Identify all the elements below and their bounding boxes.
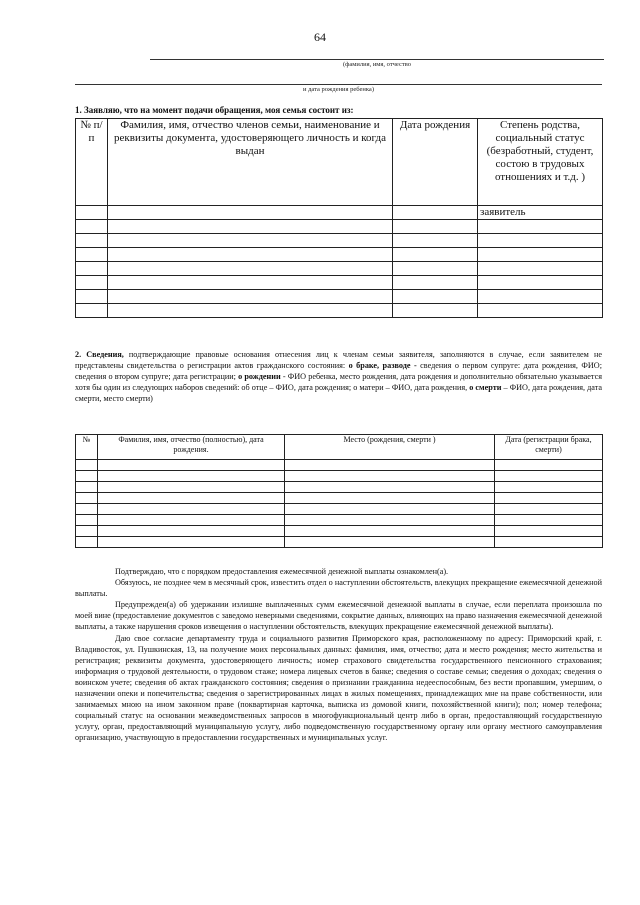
table-cell[interactable] <box>76 460 98 471</box>
table-cell[interactable] <box>393 234 478 248</box>
section2-text-part: - ФИО ребенка, место рождения, дата рождения и дополнительно обязательно указывается хотя бы один из следующих наборов сведений: об отце – ФИО, дата рождения; о матери – ФИО, дата рождения, <box>75 372 602 393</box>
table-cell[interactable] <box>285 460 495 471</box>
table-row <box>76 290 603 304</box>
table-row <box>76 304 603 318</box>
table-cell[interactable] <box>478 276 603 290</box>
section2-marriage-label: о браке, разводе - <box>348 361 417 371</box>
table-cell[interactable] <box>393 220 478 234</box>
section1-title: 1. Заявляю, что на момент подачи обращения, моя семья состоит из: <box>75 105 354 115</box>
table-row <box>76 471 603 482</box>
table-cell[interactable] <box>98 537 285 548</box>
table-cell[interactable] <box>393 276 478 290</box>
column-header-birth-date: Дата рождения <box>393 119 478 206</box>
column-header-fio-birthdate: Фамилия, имя, отчество (полностью), дата рождения. <box>98 435 285 460</box>
table-cell[interactable] <box>495 537 603 548</box>
table-cell[interactable] <box>76 290 108 304</box>
table-cell[interactable] <box>478 248 603 262</box>
column-header-number: № <box>76 435 98 460</box>
column-header-number: № п/п <box>76 119 108 206</box>
table-cell[interactable] <box>285 526 495 537</box>
declarations <box>75 566 602 744</box>
table-cell[interactable] <box>108 206 393 220</box>
table-cell[interactable] <box>98 493 285 504</box>
table-cell[interactable] <box>285 504 495 515</box>
table-row <box>76 537 603 548</box>
table-header-row <box>76 435 603 460</box>
applicant-status-cell[interactable]: заявитель <box>478 206 603 220</box>
table-cell[interactable] <box>108 304 393 318</box>
birthdate-fill-line[interactable] <box>75 84 602 85</box>
table-cell[interactable] <box>108 220 393 234</box>
table-cell[interactable] <box>108 248 393 262</box>
table-cell[interactable] <box>108 262 393 276</box>
section2-text-part: подтверждающие правовые основания отнесения лиц к членам семьи заявителя, заполняются в случае, если заявителем не представлены свидетельства о регистрации актов гражданского состояния: <box>75 350 602 371</box>
table-cell[interactable] <box>108 234 393 248</box>
table-cell[interactable] <box>393 304 478 318</box>
table-cell[interactable] <box>76 234 108 248</box>
table-row <box>76 526 603 537</box>
section2-death-label: о смерти <box>469 383 502 393</box>
family-members-table <box>75 118 603 318</box>
table-cell[interactable] <box>76 537 98 548</box>
table-cell[interactable] <box>285 471 495 482</box>
section2-birth-label: о рождении <box>238 372 281 382</box>
table-cell[interactable] <box>495 493 603 504</box>
table-cell[interactable] <box>478 234 603 248</box>
table-cell[interactable] <box>478 290 603 304</box>
table-row <box>76 493 603 504</box>
table-row <box>76 460 603 471</box>
section2-text-part: – ФИО, дата рождения, дата смерти, место смерти) <box>75 383 603 404</box>
table-cell[interactable] <box>285 493 495 504</box>
table-cell[interactable] <box>478 220 603 234</box>
table-cell[interactable] <box>76 504 98 515</box>
table-cell[interactable] <box>76 493 98 504</box>
table-cell[interactable] <box>495 515 603 526</box>
table-row <box>76 262 603 276</box>
table-cell[interactable] <box>76 471 98 482</box>
section2-text <box>75 349 602 404</box>
column-header-relation-status: Степень родства, социальный статус (безработный, студент, состою в трудовых отношениях и т.д. ) <box>478 119 603 206</box>
table-cell[interactable] <box>285 515 495 526</box>
table-cell[interactable] <box>76 304 108 318</box>
fio-fill-line[interactable] <box>150 59 604 60</box>
table-cell[interactable] <box>98 471 285 482</box>
table-row <box>76 482 603 493</box>
table-cell[interactable] <box>495 471 603 482</box>
declaration-acquainted: Подтверждаю, что с порядком предоставления ежемесячной денежной выплаты ознакомлен(а). <box>115 567 449 576</box>
table-cell[interactable] <box>76 248 108 262</box>
column-header-registration-date: Дата (регистрации брака, смерти) <box>495 435 603 460</box>
table-cell[interactable] <box>98 504 285 515</box>
birthdate-caption: и дата рождения ребенка) <box>303 86 374 93</box>
declaration-warning: Предупрежден(а) об удержании излишне выплаченных сумм ежемесячной денежной выплаты в случае, если переплата произошла по моей вине (предоставление документов с заведомо неверными сведениями, сокрытие данных, влияющих на право назначения ежемесячной денежной выплаты, а также нарушения сроков извещения о наступлении обстоятельств, влекущих прекращение ежемесячной денежной выплаты). <box>75 600 602 632</box>
table-cell[interactable] <box>495 460 603 471</box>
table-row <box>76 234 603 248</box>
table-header-row <box>76 119 603 206</box>
declaration-consent: Даю свое согласие департаменту труда и социального развития Приморского края, расположенному по адресу: Приморский край, г. Владивосток, ул. Пушкинская, 13, на получение моих персональных данных: фамилия, имя, отчество; дата и место рождения; место жительства и регистрация; реквизиты документа, удостоверяющего личность; номер страхового свидетельства государственного пенсионного страхования; информация о трудовой деятельности, о трудовом стаже; номера лицевых счетов в банке; сведения о составе семьи; сведения о доходах; сведения о воинском учете; сведения об актах гражданского состояния; сведения о признании гражданина недееспособным, без вести пропавшим, умершим, о назначении опеки и попечительства; сведения о зарегистрированных лицах в жилых помещениях, принадлежащих мне на праве собственности, или занимаемых мною на ином законном праве (поквартирная карточка, выписка из домовой книги, похозяйственной книги); пол; номер телефона; социальный статус на основании межведомственных запросов в многофункциональный центр либо в орган, предоставляющий государственную услугу, орган, предоставляющий муниципальную услугу, либо подведомственную государственному органу или органу местного самоуправления организацию, участвующую в предоставлении государственных и муниципальных услуг. <box>75 633 602 743</box>
table-cell[interactable] <box>98 460 285 471</box>
table-cell[interactable] <box>76 276 108 290</box>
table-cell[interactable] <box>393 206 478 220</box>
table-cell[interactable] <box>478 262 603 276</box>
declaration-obligation: Обязуюсь, не позднее чем в месячный срок, известить отдел о наступлении обстоятельств, влекущих прекращение ежемесячной денежной выплаты. <box>75 578 602 599</box>
table-cell[interactable] <box>495 504 603 515</box>
column-header-place: Место (рождения, смерти ) <box>285 435 495 460</box>
table-row <box>76 248 603 262</box>
table-cell[interactable] <box>76 526 98 537</box>
table-row <box>76 515 603 526</box>
table-cell[interactable] <box>98 482 285 493</box>
table-cell[interactable] <box>98 515 285 526</box>
table-cell[interactable] <box>98 526 285 537</box>
table-cell[interactable] <box>285 537 495 548</box>
table-cell[interactable] <box>76 220 108 234</box>
page-number: 64 <box>314 30 326 44</box>
table-cell[interactable] <box>285 482 495 493</box>
table-row <box>76 220 603 234</box>
table-row <box>76 276 603 290</box>
table-cell[interactable] <box>76 482 98 493</box>
table-cell[interactable] <box>76 262 108 276</box>
table-row <box>76 504 603 515</box>
table-cell[interactable] <box>393 248 478 262</box>
table-cell[interactable] <box>495 526 603 537</box>
table-cell[interactable] <box>495 482 603 493</box>
section2-lead: 2. Сведения, <box>75 350 124 359</box>
table-cell[interactable] <box>108 290 393 304</box>
table-cell[interactable] <box>76 206 108 220</box>
table-cell[interactable] <box>478 304 603 318</box>
fio-caption: (фамилия, имя, отчество <box>343 61 411 68</box>
column-header-fio-document: Фамилия, имя, отчество членов семьи, наименование и реквизиты документа, удостоверяющего личность и когда выдан <box>108 119 393 206</box>
table-cell[interactable] <box>393 262 478 276</box>
table-row <box>76 206 603 220</box>
section2-text-part: сведения о первом супруге: дата рождения, ФИО; сведения о втором супруге; дата регистрации; <box>75 361 602 382</box>
civil-status-table <box>75 434 603 548</box>
table-cell[interactable] <box>108 276 393 290</box>
table-cell[interactable] <box>393 290 478 304</box>
table-cell[interactable] <box>76 515 98 526</box>
